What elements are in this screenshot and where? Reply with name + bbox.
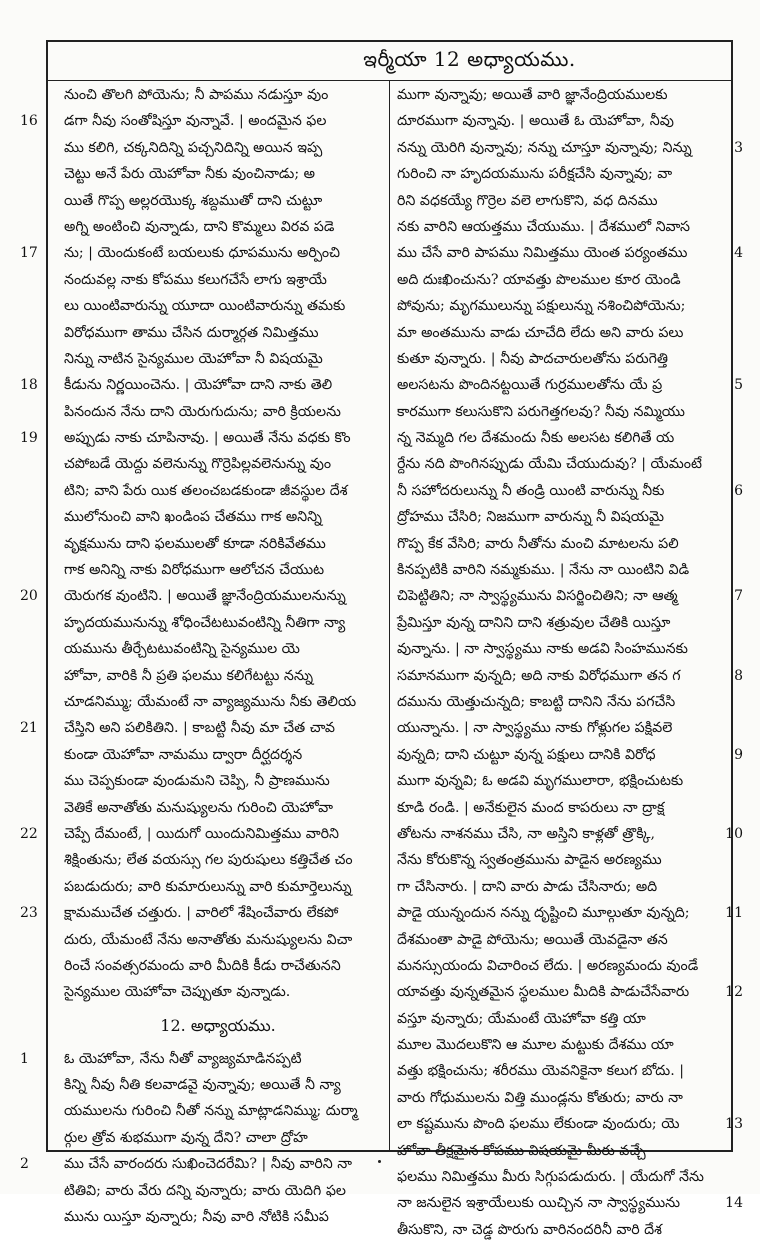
line-text: వృక్షమును దాని ఫలములతో కూడా నరికివేతము: [64, 535, 326, 552]
line-text: ద్రోహము చేసిరి; నిజముగా వారున్ను నీ విషయమై: [397, 509, 665, 526]
text-line: [48, 1098, 388, 1124]
text-line: [48, 610, 388, 636]
text-line: [391, 689, 731, 715]
line-text: చపోబడే యెద్దు వలెనున్ను గొర్రెపిల్లవలెనున్ను వుం: [64, 456, 332, 473]
verse-number: 11: [725, 905, 743, 922]
line-text: నుంచి తొలగి పోయెను; నీ పాపము నడుస్తూ వుం: [64, 87, 329, 103]
line-text: గురించి నా హృదయమును పరీక్షచేసి వున్నావు; వా: [397, 166, 673, 183]
text-line: [48, 531, 388, 557]
text-line: [48, 214, 388, 240]
text-line: [391, 979, 743, 1005]
line-text: ముగా వున్నవి; ఓ అడవి మృగములారా, భక్షించుటకు: [397, 773, 684, 790]
text-line: [48, 636, 388, 662]
text-line: [391, 927, 731, 953]
text-line: [48, 1125, 388, 1151]
verse-number: 16: [20, 113, 38, 130]
line-text: దేశమంతా పాడై పోయెను; అయితే యెవడైనా తన: [397, 931, 668, 948]
line-text: నన్ను యెరిగి వున్నావు; నన్ను చూస్తూ వున్నావు; నిన్ను: [397, 139, 692, 156]
text-line: [391, 504, 731, 530]
line-text: నిన్ను నాటిన సైన్యముల యెహోవా నీ విషయమై: [64, 350, 323, 367]
line-text: రిని వధకయ్యే గొర్రెల వలె లాగుకొని, వధ దినము: [397, 192, 658, 209]
line-text: దూరముగా వున్నావు. | అయితే ఓ యెహోవా, నీవు: [397, 113, 674, 130]
text-line: [48, 953, 388, 979]
text-line: [391, 1217, 731, 1243]
line-text: పోవును; మృగములున్ను పక్షులున్ను నశించిపోయెను;: [397, 298, 686, 315]
line-text: కూడి రండి. | అనేకులైన మంద కాపరులు నా ద్రాక్ష: [397, 799, 665, 816]
text-line: [20, 821, 388, 847]
text-line: [391, 610, 731, 636]
text-line: [48, 768, 388, 794]
verse-number: 14: [725, 1195, 743, 1212]
line-text: కుండా యెహోవా నామము ద్వారా దీర్ఘదర్శన: [64, 746, 303, 763]
verse-number: 9: [734, 746, 743, 763]
text-line: [391, 320, 731, 346]
line-text: దురు, యేమంటే నేను అనాతోతు మనుష్యులను విచా: [64, 931, 353, 948]
text-line: [391, 795, 731, 821]
line-text: కినప్పటికి వారిని నమ్మకుము. | నేను నా యింటిని విడి: [397, 562, 690, 579]
text-line: [48, 689, 388, 715]
text-line: [48, 663, 388, 689]
verse-number: 13: [725, 1116, 743, 1133]
verse-number: 4: [734, 245, 743, 262]
text-line: [20, 583, 388, 609]
line-text: చెట్టు అనే పేరు యెహోవా నీకు వుంచినాడు; అ: [64, 166, 315, 183]
line-text: వస్తూ వున్నారు; యేమంటే యెహోవా కత్తి యా: [397, 1010, 646, 1027]
text-line: [20, 900, 388, 926]
verse-number: 17: [20, 245, 38, 262]
line-text: నా జనులైన ఇశ్రాయేలుకు యిచ్చిన నా స్వాస్థ్యమును: [397, 1195, 680, 1212]
text-line: [48, 927, 388, 953]
line-text: నీ సహోదరులున్ను నీ తండ్రి యింటి వారున్ను నీకు: [397, 482, 665, 499]
text-line: [48, 847, 388, 873]
text-line: [48, 795, 388, 821]
text-line: [391, 636, 731, 662]
line-text: అగ్ని అంటించి వున్నాడు, దాని కొమ్మలు విరవ పడె: [64, 218, 335, 235]
text-line: [391, 715, 731, 741]
verse-number: 23: [20, 905, 38, 922]
text-line: [20, 715, 388, 741]
line-text: పాడై యున్నందున నన్ను దృష్టించి మూల్గుతూ వున్నది;: [397, 905, 690, 922]
line-text: ర్గుల త్రోవ శుభముగా వున్న దేని? చాలా ద్రోహ: [64, 1129, 308, 1146]
text-line: [20, 108, 388, 134]
line-text: చేస్తిని అని పలికితిని. | కాబట్టి నీవు మా చేత చావ: [64, 720, 336, 737]
text-line: [48, 979, 388, 1005]
line-text: అలసటను పొందినట్టయితే గుర్రములతోను యే ప్ర: [397, 377, 663, 394]
line-text: లు యింటివారున్ను యూదా యింటివారున్ను తమకు: [64, 298, 346, 315]
text-line: [391, 874, 731, 900]
line-text: ఫలము నిమిత్తము మీరు సిగ్గుపడుదురు. | యేదుగో నేను: [397, 1169, 704, 1186]
line-text: సమానముగా వున్నది; అది నాకు విరోధముగా తన గ: [397, 667, 681, 684]
line-text: ర్దేను నది పొంగినప్పుడు యేమి చేయుదువు? | యేమంటే: [397, 456, 702, 473]
line-text: మా అంతమును వాడు చూచేది లేదు అని వారు పలు: [397, 324, 684, 341]
text-line: [48, 320, 388, 346]
text-line: [48, 1178, 388, 1204]
verse-number: 20: [20, 588, 38, 605]
line-text: చూడనిమ్ము; యేమంటే నా వ్యాజ్యమును నీకు తెలియ: [64, 693, 357, 710]
verse-number: 10: [725, 825, 743, 842]
line-text: హోవా, వారికి నీ ప్రతి ఫలము కలిగేటట్టు నన్ను: [64, 667, 314, 684]
line-text: గా చేసినారు. | దాని వారు పాడు చేసినారు; అది: [397, 878, 658, 895]
text-line: [391, 557, 731, 583]
line-text: యితే గొప్ప అల్లరయొక్క శబ్దముతో దాని చుట్టూ: [64, 192, 323, 209]
verse-number: 12: [725, 984, 743, 1001]
line-text: వున్నాను. | నా స్వాస్థ్యము నాకు అడవి సింహమునకు: [397, 641, 688, 658]
line-text: ను; | యెందుకంటే బయలుకు ధూపమును అర్పించి: [64, 245, 340, 262]
text-line: [20, 240, 388, 266]
right-column: [391, 82, 743, 1243]
line-text: క్షామముచేత చత్తురు. | వారిలో శేషించేవారు లేకపో: [64, 905, 339, 922]
text-line: [48, 135, 388, 161]
line-text: విరోధముగా తాము చేసిన దుర్మార్గత నిమిత్తము: [64, 324, 319, 341]
verse-number: 2: [20, 1156, 29, 1173]
line-text: అది దుఃఖించును? యావత్తు పొలముల కూర యెండి: [397, 271, 681, 288]
line-text: కారముగా కలుసుకొని పరుగెత్తగలవు? నీవు నమ్మియు: [397, 403, 685, 420]
line-text: సైన్యముల యెహోవా చెప్పుతూ వున్నాడు.: [64, 984, 291, 1001]
line-text: యావత్తు వున్నతమైన స్థలముల మీదికి పాడుచేసేవారు: [397, 984, 690, 1001]
line-text: ముగా వున్నావు; అయితే వారి జ్ఞానేంద్రియములకు: [397, 87, 668, 103]
verse-number: 18: [20, 377, 38, 394]
line-text: వెతికే అనాతోతు మనుష్యులను గురించి యెహోవా: [64, 799, 334, 816]
line-text: యములను గురించి నీతో నన్ను మాట్లాడనిమ్ము; దుర్మా: [64, 1103, 358, 1120]
line-text: దమును యెత్తుచున్నది; కాబట్టి దానిని నేను పగచేసి: [397, 693, 676, 710]
text-line: [391, 1006, 731, 1032]
line-text: అప్పుడు నాకు చూపినావు. | అయితే నేను వధకు కొం: [64, 430, 351, 447]
line-text: వారు గోధుములను విత్తి ముండ్లను కోతురు; వారు నా: [397, 1089, 683, 1106]
text-line: [391, 1190, 743, 1216]
line-text: ప్రేమిస్తూ వున్న దానిని దాని శత్రువుల చేతికి యిస్తూ: [397, 614, 671, 631]
text-line: [391, 768, 731, 794]
chapter-heading: 12. అధ్యాయము.: [160, 1015, 276, 1035]
line-text: గాక అనిన్ని నాకు విరోధముగా ఆలోచన చేయుట: [64, 562, 325, 579]
line-text: యున్నాను. | నా స్వాస్థ్యము నాకు గోళ్లుగల పక్షివలె: [397, 720, 673, 737]
text-line: [48, 478, 388, 504]
line-text: నందువల్ల నాకు కోపము కలుగచేసే లాగు ఇశ్రాయే: [64, 271, 327, 288]
text-line: [391, 742, 743, 768]
left-column: [20, 82, 388, 1230]
line-text: హృదయమునున్ను శోధించేటటువంటిన్ని నీతిగా న్యా: [64, 614, 346, 631]
text-line: [48, 188, 388, 214]
text-line: [391, 425, 731, 451]
line-text: తీసుకొని, నా చెడ్డ పొరుగు వారినందరినీ వారి దేశ: [397, 1221, 662, 1238]
column-divider: [389, 80, 390, 1150]
text-line: [391, 135, 743, 161]
line-text: శిక్షింతును; లేత వయస్సు గల పురుషులు కత్తిచేత చం: [64, 852, 353, 869]
footer-dot: [378, 1160, 381, 1163]
text-line: [48, 1204, 388, 1230]
text-line: [391, 214, 731, 240]
text-line: [48, 1072, 388, 1098]
line-text: ఓ యెహోవా, నేను నీతో వ్యాజ్యమాడినప్పటి: [64, 1050, 302, 1067]
line-text: ము చేసే వారి పాపము నిమిత్తము యెంత పర్యంతము: [397, 245, 688, 262]
line-text: యెరుగక వుంటిని. | అయితే జ్ఞానేంద్రియములనున్ను: [64, 588, 346, 605]
text-line: [391, 161, 731, 187]
text-line: [48, 399, 388, 425]
text-line: [391, 531, 731, 557]
line-text: మును యిస్తూ వున్నారు; నీవు వారి నోటికి సమీప: [64, 1209, 329, 1226]
text-line: [391, 399, 731, 425]
text-line: [391, 478, 743, 504]
line-text: వున్నది; దాని చుట్టూ వున్న పక్షులు దానికి విరోధ: [397, 746, 656, 763]
text-line: [48, 267, 388, 293]
text-line: [391, 663, 743, 689]
verse-number: 6: [734, 482, 743, 499]
text-line: [48, 346, 388, 372]
line-text: టితివి; వారు వేరు దన్ని వున్నారు; వారు యెదిగి ఫల: [64, 1182, 346, 1199]
verse-number: 5: [734, 377, 743, 394]
text-line: [48, 161, 388, 187]
verse-number: 22: [20, 825, 38, 842]
line-text: నకు వారిని ఆయత్తము చేయుము. | దేశములో నివాస: [397, 218, 690, 235]
line-text: కుతూ వున్నారు. | నీవు పాదచారులతోను పరుగెత్తి: [397, 350, 669, 367]
text-line: [20, 372, 388, 398]
text-line: [391, 240, 743, 266]
line-text: చెప్పే దేమంటే, | యిదుగో యిందునిమిత్తము వారిని: [64, 825, 340, 842]
text-line: [391, 346, 731, 372]
text-line: [391, 1058, 731, 1084]
text-line: [391, 1032, 731, 1058]
text-line: [391, 82, 731, 108]
line-text: న్న నెమ్మది గల దేశమందు నీకు అలసట కలిగితే య: [397, 430, 675, 447]
text-line: [391, 583, 743, 609]
text-line: [48, 82, 388, 108]
page-frame: [20, 40, 743, 1238]
verse-number: 1: [20, 1050, 29, 1067]
text-line: [20, 1046, 388, 1072]
line-text: వత్తు భక్షించును; శరీరము యెవనికైనా కలుగ బోదు. |: [397, 1063, 685, 1080]
verse-number: 21: [20, 720, 38, 737]
verse-number: 19: [20, 430, 38, 447]
line-text: హోవా తీక్షమైన కోపము విషయమై మీరు వచ్చే: [397, 1142, 646, 1159]
page-header: [48, 42, 731, 81]
text-line: [48, 451, 388, 477]
verse-number: 8: [734, 667, 743, 684]
line-text: రించే సంవత్సరమందు వారి మీదికి కీడు రాచేతునని: [64, 957, 341, 974]
line-text: కీడును నిర్ణయించెను. | యెహోవా దాని నాకు తెలి: [64, 377, 333, 394]
line-text: ము చేసే వారందరు సుఖించెదరేమి? | నీవు వారిని నా: [64, 1156, 352, 1173]
text-line: [391, 188, 731, 214]
text-line: [391, 900, 743, 926]
text-line: [391, 1111, 743, 1137]
verse-number: 3: [734, 139, 743, 156]
line-text: యమును తీర్చేటటువంటిన్ని సైన్యముల యె: [64, 641, 300, 658]
line-text: నేను కోరుకొన్న స్వతంత్రమును పాడైన అరణ్యము: [397, 852, 662, 869]
text-line: [391, 451, 731, 477]
page-title: ఇర్మీయా 12 అధ్యాయము.: [363, 46, 576, 71]
line-text: టిని; వాని పేరు యిక తలంచబడకుండా జీవస్థుల దేశ: [64, 482, 348, 499]
text-line: [48, 504, 388, 530]
text-line: [391, 1085, 731, 1111]
text-line: [391, 821, 743, 847]
text-line: [48, 874, 388, 900]
line-text: చిపెట్టితిని; నా స్వాస్థ్యమును విసర్జించితిని; నా ఆత్మ: [397, 588, 678, 605]
line-text: మనస్సుయందు విచారించ లేదు. | అరణ్యమందు వుండే: [397, 957, 699, 974]
text-line: [48, 293, 388, 319]
line-text: లా కష్టమును పొంది ఫలము లేకుండా వుందురు; యె: [397, 1116, 680, 1133]
text-line: [391, 847, 731, 873]
line-text: ములోనుంచి వాని ఖండింప చేతము గాక అనిన్ని: [64, 509, 322, 526]
line-text: తోటను నాశనము చేసి, నా అస్తిని కాళ్లతో త్రొక్కి,: [397, 825, 655, 842]
text-line: [48, 557, 388, 583]
text-line: [391, 1138, 731, 1164]
verse-number: 7: [734, 588, 743, 605]
line-text: డగా నీవు సంతోషిస్తూ వున్నావే. | అందమైన ఫల: [64, 113, 327, 130]
text-line: [391, 108, 731, 134]
line-text: కిన్ని నీవు నీతి కలవాడవై వున్నావు; అయితే నీ న్యా: [64, 1077, 341, 1094]
line-text: ము చెప్పకుండా వుండుమని చెప్పి, నీ ప్రాణమును: [64, 773, 330, 790]
line-text: ము కలిగి, చక్కనిదిన్ని పచ్చనిదిన్ని అయిన ఇప్ప: [64, 139, 323, 156]
text-line: [391, 372, 743, 398]
text-line: [20, 425, 388, 451]
text-line: [391, 267, 731, 293]
text-line: [391, 293, 731, 319]
line-text: మూల మొదలుకొని ఆ మూల మట్టుకు దేశము యా: [397, 1037, 674, 1054]
line-text: పబడుదురు; వారి కుమారులున్ను వారి కుమార్తెలున్ను: [64, 878, 352, 895]
text-line: [391, 953, 731, 979]
text-line: [391, 1164, 731, 1190]
text-line: [20, 1151, 388, 1177]
line-text: గొప్ప కేక వేసిరి; వారు నీతోను మంచి మాటలను పలి: [397, 535, 679, 552]
text-line: [48, 742, 388, 768]
line-text: పినందున నేను దాని యెరుగుదును; వారి క్రియలను: [64, 403, 341, 420]
